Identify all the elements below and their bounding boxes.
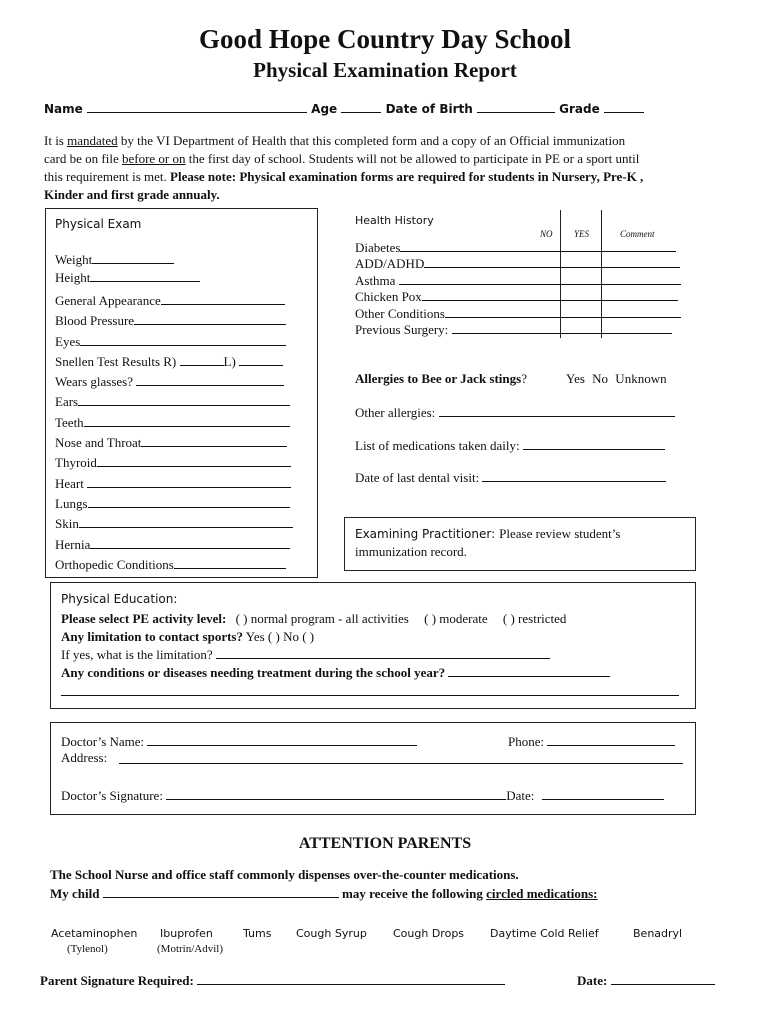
conditions-question: Any conditions or diseases needing treatment during the school year? bbox=[61, 665, 446, 680]
address-field[interactable] bbox=[119, 763, 683, 764]
doctor-signature-field[interactable] bbox=[166, 787, 506, 800]
ears-field[interactable] bbox=[78, 393, 290, 406]
allergy-row bbox=[355, 371, 527, 387]
phone-row bbox=[508, 733, 675, 750]
health-history-list bbox=[355, 240, 681, 338]
parent-date-label: Date: bbox=[577, 973, 608, 988]
teeth-field[interactable] bbox=[84, 414, 290, 427]
parent-signature-label: Parent Signature Required: bbox=[40, 973, 194, 988]
age-label: Age bbox=[311, 102, 338, 116]
intro-text: card be on file bbox=[44, 151, 122, 166]
dental-label: Date of last dental visit: bbox=[355, 470, 480, 485]
ortho-label: Orthopedic Conditions bbox=[55, 556, 174, 572]
limitation-options[interactable]: Yes ( ) No ( ) bbox=[243, 629, 315, 644]
doctor-name-label: Doctor’s Name: bbox=[61, 734, 145, 749]
physical-exam-list bbox=[55, 251, 293, 575]
ears-label: Ears bbox=[55, 394, 79, 410]
pe-box bbox=[50, 582, 696, 709]
diabetes-field[interactable] bbox=[400, 241, 676, 252]
conditions-field[interactable] bbox=[448, 664, 610, 677]
general-label: General Appearance bbox=[55, 293, 161, 308]
phone-field[interactable] bbox=[547, 733, 675, 746]
med-acetaminophen-sub: (Tylenol) bbox=[67, 943, 108, 955]
health-history-title: Health History bbox=[355, 214, 434, 227]
height-label: Height bbox=[55, 270, 91, 285]
bp-label: Blood Pressure bbox=[55, 313, 135, 329]
doctor-name-row bbox=[61, 733, 417, 750]
limitation-question: Any limitation to contact sports? bbox=[61, 629, 243, 644]
bp-field[interactable] bbox=[134, 312, 286, 325]
lungs-label: Lungs bbox=[55, 495, 88, 511]
address-label: Address: bbox=[61, 750, 108, 765]
glasses-field[interactable] bbox=[136, 373, 284, 386]
parent-date-row bbox=[577, 972, 715, 989]
dob-label: Date of Birth bbox=[385, 102, 473, 116]
history-item-chicken-pox: Chicken Pox bbox=[355, 289, 422, 305]
snellen-label: Snellen Test Results R) bbox=[55, 353, 177, 369]
dental-row bbox=[355, 469, 666, 486]
practitioner-text: Please review student’s bbox=[499, 526, 621, 541]
hernia-label: Hernia bbox=[55, 536, 91, 552]
pe-moderate-option[interactable]: ( ) moderate bbox=[424, 611, 488, 626]
lungs-field[interactable] bbox=[88, 495, 290, 508]
med-cough-syrup[interactable]: Cough Syrup bbox=[296, 927, 367, 940]
weight-label: Weight bbox=[55, 252, 93, 267]
parent-signature-row bbox=[40, 972, 505, 989]
child-name-field[interactable] bbox=[103, 885, 339, 898]
nose-label: Nose and Throat bbox=[55, 435, 142, 451]
name-label: Name bbox=[44, 102, 83, 116]
mandated-text: mandated bbox=[67, 133, 118, 148]
note-text: Please note: Physical examination forms are required for students in Nursery, Pre-K , bbox=[170, 169, 644, 184]
heart-label: Heart bbox=[55, 475, 84, 491]
thyroid-field[interactable] bbox=[97, 454, 291, 467]
dob-field[interactable] bbox=[477, 100, 555, 113]
before-text: before or on bbox=[121, 151, 186, 166]
practitioner-box bbox=[344, 517, 696, 571]
name-field[interactable] bbox=[87, 100, 307, 113]
eyes-field[interactable] bbox=[80, 333, 286, 346]
history-item-adhd: ADD/ADHD bbox=[355, 256, 425, 272]
allergy-question-mark: ? bbox=[521, 371, 527, 386]
snellen-r-field[interactable] bbox=[180, 353, 224, 366]
col-comment: Comment bbox=[620, 229, 655, 239]
mychild-label: My child bbox=[50, 886, 100, 901]
med-benadryl[interactable]: Benadryl bbox=[633, 927, 683, 940]
receive-text: may receive the following bbox=[338, 886, 487, 901]
med-ibuprofen[interactable]: Ibuprofen bbox=[160, 927, 213, 940]
previous-surgery-field[interactable] bbox=[452, 323, 672, 334]
skin-field[interactable] bbox=[79, 515, 293, 528]
asthma-field[interactable] bbox=[399, 274, 681, 285]
med-acetaminophen[interactable]: Acetaminophen bbox=[51, 927, 138, 940]
weight-field[interactable] bbox=[92, 251, 174, 264]
eyes-label: Eyes bbox=[55, 333, 81, 349]
phone-label: Phone: bbox=[508, 734, 545, 749]
medications-label: List of medications taken daily: bbox=[355, 438, 520, 453]
practitioner-line bbox=[355, 525, 620, 543]
teeth-label: Teeth bbox=[55, 414, 84, 430]
history-item-other-conditions: Other Conditions bbox=[355, 305, 445, 321]
doctor-box bbox=[50, 722, 696, 815]
other-conditions-field[interactable] bbox=[445, 307, 681, 318]
med-tums[interactable]: Tums bbox=[243, 927, 272, 940]
parent-date-field[interactable] bbox=[611, 972, 715, 985]
med-daytime-cold-relief[interactable]: Daytime Cold Relief bbox=[490, 927, 599, 940]
circled-text: circled medications: bbox=[486, 886, 598, 901]
practitioner-title: Examining Practitioner: bbox=[355, 527, 496, 541]
general-field[interactable] bbox=[161, 292, 285, 305]
glasses-label: Wears glasses? bbox=[55, 374, 134, 390]
grade-label: Grade bbox=[559, 102, 600, 116]
practitioner-text: immunization record. bbox=[355, 544, 467, 559]
other-allergies-label: Other allergies: bbox=[355, 405, 436, 420]
ortho-field[interactable] bbox=[174, 556, 286, 569]
doctor-date-label: Date: bbox=[506, 788, 535, 803]
history-item-diabetes: Diabetes bbox=[355, 240, 401, 255]
parent-signature-field[interactable] bbox=[197, 972, 505, 985]
nose-field[interactable] bbox=[141, 434, 287, 447]
attention-title: ATTENTION PARENTS bbox=[298, 835, 472, 852]
student-info-row bbox=[44, 100, 644, 116]
allergy-options[interactable]: Yes No Unknown bbox=[566, 371, 667, 386]
pe-normal-option[interactable]: ( ) normal program - all activities bbox=[235, 611, 409, 626]
physical-exam-title: Physical Exam bbox=[55, 217, 142, 231]
conditions-extra-line[interactable] bbox=[61, 695, 679, 696]
snellen-l-label: L) bbox=[223, 353, 236, 369]
doctor-date-field[interactable] bbox=[542, 787, 664, 800]
adhd-field[interactable] bbox=[424, 257, 680, 268]
skin-label: Skin bbox=[55, 516, 79, 532]
pe-select-label: Please select PE activity level: bbox=[61, 611, 227, 626]
note-text: Kinder and first grade annualy. bbox=[44, 187, 220, 202]
med-ibuprofen-sub: (Motrin/Advil) bbox=[157, 943, 223, 955]
grade-field[interactable] bbox=[604, 100, 644, 113]
medications-field[interactable] bbox=[523, 437, 665, 450]
limitation-ifyes-label: If yes, what is the limitation? bbox=[61, 647, 213, 662]
thyroid-label: Thyroid bbox=[55, 455, 97, 471]
height-field[interactable] bbox=[90, 269, 200, 282]
hernia-field[interactable] bbox=[90, 536, 290, 549]
allergy-question: Allergies to Bee or Jack stings bbox=[355, 371, 522, 386]
attention-line2 bbox=[50, 885, 597, 902]
other-allergies-field[interactable] bbox=[439, 404, 675, 417]
dental-field[interactable] bbox=[482, 469, 666, 482]
attention-line1: The School Nurse and office staff commonly dispenses over-the-counter medications. bbox=[50, 867, 519, 882]
doctor-signature-row bbox=[61, 787, 664, 804]
intro-text: by the VI Department of Health that this completed form and a copy of an Official immunization bbox=[117, 133, 626, 148]
history-item-previous-surgery: Previous Surgery: bbox=[355, 322, 449, 338]
limitation-field[interactable] bbox=[216, 646, 550, 659]
other-allergies-row bbox=[355, 404, 675, 421]
report-title: Physical Examination Report bbox=[253, 58, 517, 82]
intro-text: the first day of school. Students will not be allowed to participate in PE or a sport until bbox=[185, 151, 640, 166]
doctor-name-field[interactable] bbox=[147, 733, 417, 746]
col-no: NO bbox=[540, 229, 553, 239]
age-field[interactable] bbox=[341, 100, 381, 113]
pe-content bbox=[61, 610, 610, 682]
col-yes: YES bbox=[574, 229, 590, 239]
history-item-asthma: Asthma bbox=[355, 272, 396, 288]
heart-field[interactable] bbox=[87, 475, 291, 488]
school-title: Good Hope Country Day School bbox=[198, 24, 572, 54]
snellen-l-field[interactable] bbox=[239, 353, 283, 366]
intro-text: It is bbox=[44, 133, 68, 148]
pe-restricted-option[interactable]: ( ) restricted bbox=[502, 611, 567, 626]
chicken-pox-field[interactable] bbox=[422, 290, 678, 301]
intro-text: this requirement is met. bbox=[44, 169, 171, 184]
doctor-signature-label: Doctor’s Signature: bbox=[61, 788, 163, 803]
physical-exam-box bbox=[45, 208, 318, 578]
med-cough-drops[interactable]: Cough Drops bbox=[393, 927, 465, 940]
medications-row bbox=[355, 437, 665, 454]
pe-title: Physical Education: bbox=[61, 592, 178, 606]
intro-paragraph bbox=[44, 132, 744, 204]
